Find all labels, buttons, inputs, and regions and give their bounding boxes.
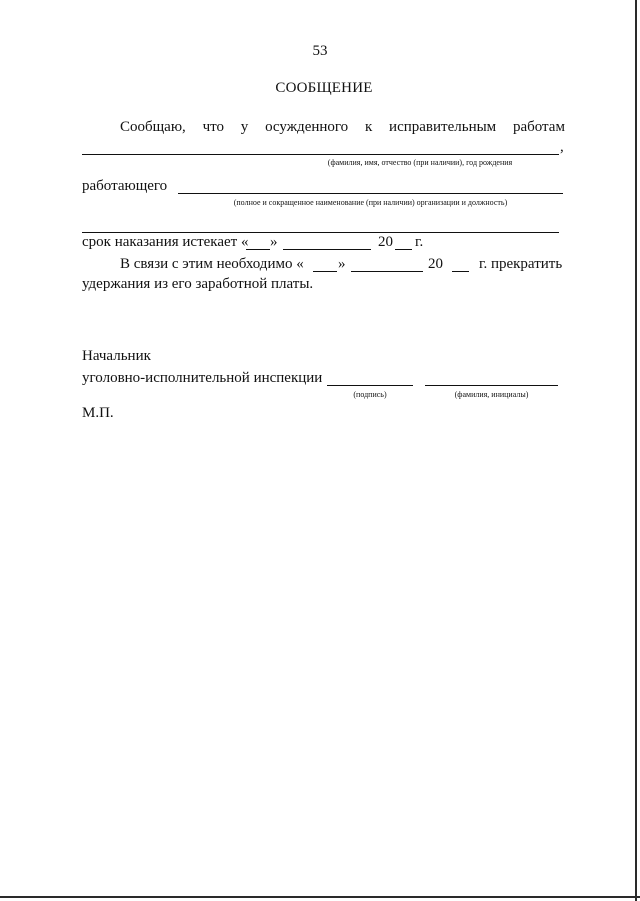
paragraph-1-line-1: [120, 119, 565, 136]
continuation-blank-line: [82, 232, 559, 233]
signature-caption: (подпись): [353, 390, 387, 399]
word: исправительным: [389, 119, 497, 135]
paragraph-2-prefix: В связи с этим необходимо «: [120, 256, 304, 272]
document-title: СООБЩЕНИЕ: [275, 80, 373, 96]
word: у: [240, 119, 249, 135]
stop-quote-close: »: [338, 256, 346, 272]
full-name-caption: (фамилия, имя, отчество (при наличии), год рождения: [327, 158, 513, 167]
name-initials-blank-line: [425, 385, 558, 386]
word: что: [202, 119, 224, 135]
stop-year-prefix: 20: [428, 256, 443, 272]
word: к: [364, 119, 373, 135]
scan-edge-bottom: [0, 896, 640, 898]
term-quote-close: »: [270, 234, 278, 250]
scan-edge-right: [635, 0, 637, 901]
term-prefix: срок наказания истекает «: [82, 234, 249, 250]
word: работам: [512, 119, 565, 135]
term-year-prefix: 20: [378, 234, 393, 250]
signatory-title: Начальник: [82, 348, 151, 364]
paragraph-2-line-2: удержания из его заработной платы.: [82, 276, 314, 292]
word: осужденного: [265, 119, 349, 135]
page-number: 53: [312, 43, 328, 59]
term-year-blank: [395, 249, 412, 250]
word: Сообщаю,: [120, 119, 186, 135]
employed-label: работающего: [82, 178, 168, 194]
term-day-blank: [246, 249, 270, 250]
stop-year-blank: [452, 271, 469, 272]
term-year-suffix: г.: [415, 234, 424, 250]
signatory-organization: уголовно-исполнительной инспекции: [82, 370, 323, 386]
name-initials-caption: (фамилия, инициалы): [454, 390, 529, 399]
full-name-blank-line: [82, 154, 559, 155]
organization-blank-line: [178, 193, 563, 194]
stop-month-blank: [351, 271, 423, 272]
line-end-comma: ,: [560, 139, 564, 155]
term-month-blank: [283, 249, 371, 250]
paragraph-2-suffix: г. прекратить: [479, 256, 563, 272]
stop-day-blank: [313, 271, 337, 272]
organization-caption: (полное и сокращенное наименование (при наличии) организации и должность): [233, 198, 508, 207]
stamp-place: М.П.: [82, 405, 114, 421]
signature-blank-line: [327, 385, 413, 386]
